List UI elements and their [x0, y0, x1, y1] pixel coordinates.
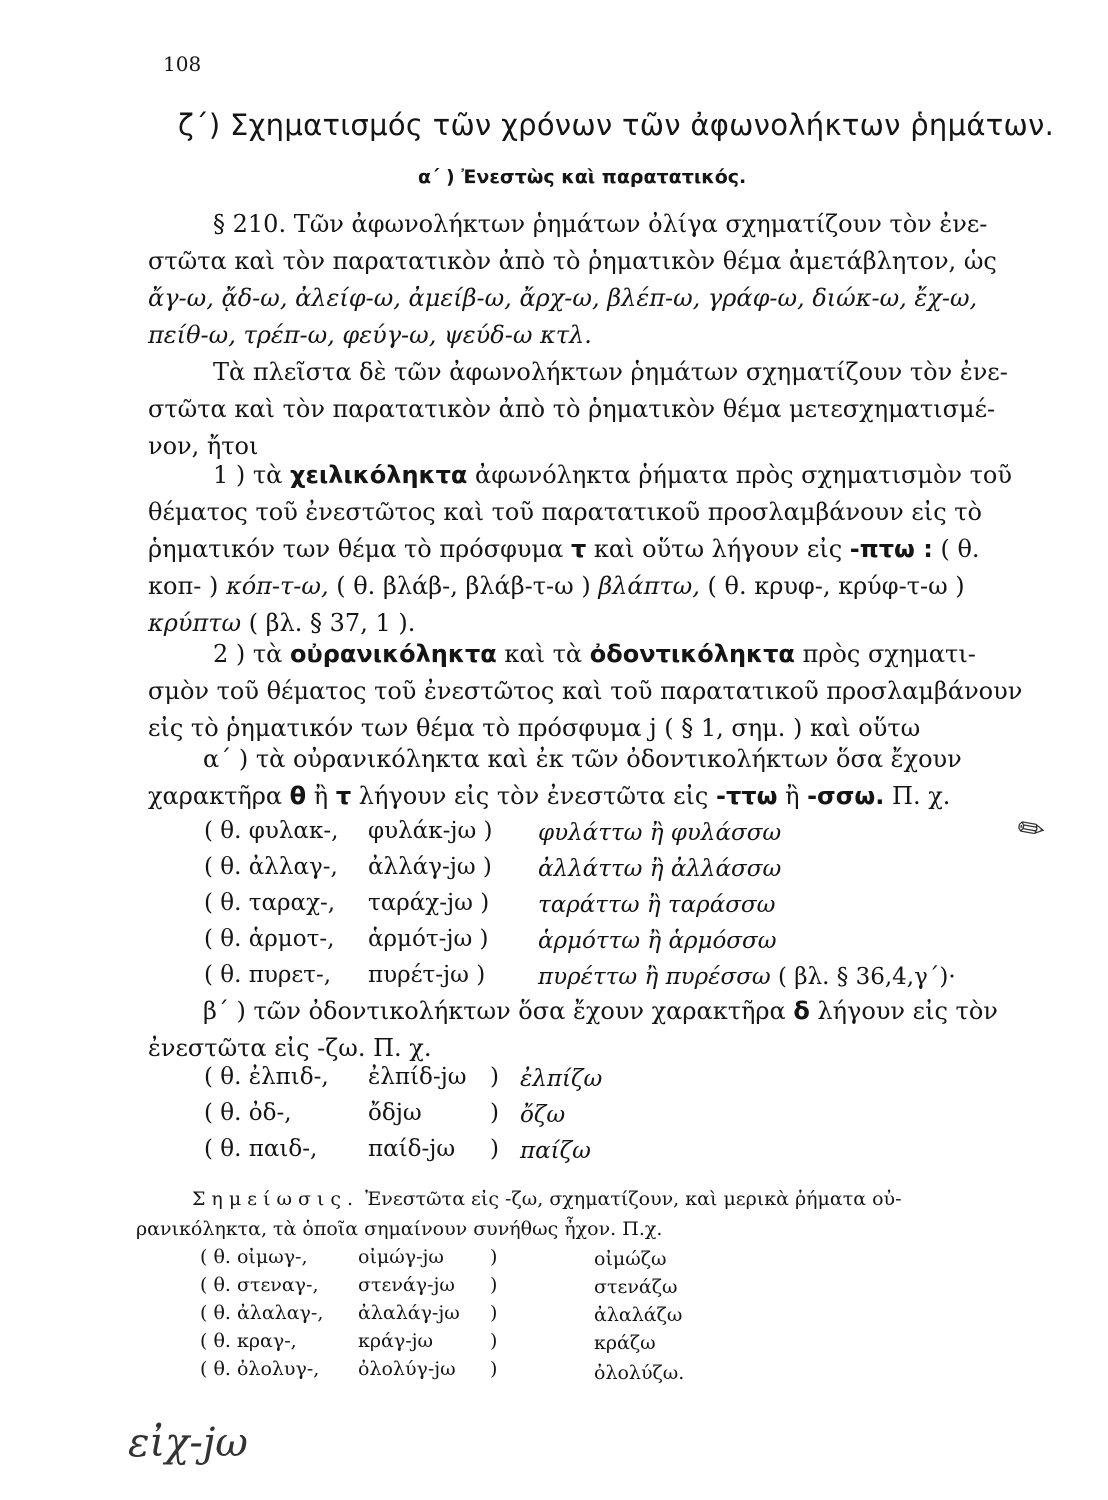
example-result: φυλάττω ἢ φυλάσσω	[538, 820, 782, 846]
text-line: β΄ ) τῶν ὀδοντικολήκτων ὅσα ἔχουν χαρακτῆρα δ λήγουν εἰς τὸν	[203, 997, 998, 1025]
example-stem: ( θ. στεναγ-,	[200, 1274, 319, 1296]
example-form: οἰμώγ-jω	[358, 1246, 444, 1268]
example-result: ἐλπίζω	[520, 1066, 603, 1092]
example-form: ὄδjω	[368, 1100, 422, 1126]
example-result: ἀλαλάζω	[594, 1304, 683, 1326]
text-line: 1 ) τὰ χειλικόληκτα ἀφωνόληκτα ῥήματα πρὸς σχηματισμὸν τοῦ	[213, 461, 1012, 489]
text-line: 2 ) τὰ οὐρανικόληκτα καὶ τὰ ὀδοντικόληκτα πρὸς σχηματι-	[213, 640, 976, 668]
example-result: κράζω	[594, 1332, 656, 1354]
note-label: Σημείωσις.	[192, 1188, 360, 1210]
note-line: Σημείωσις. Ἐνεστῶτα εἰς -ζω, σχηματίζουν, καὶ μερικὰ ῥήματα οὐ-	[192, 1188, 902, 1210]
example-stem: ( θ. ἀλλαγ-,	[204, 854, 338, 880]
example-close: )	[490, 1274, 498, 1296]
example-close: )	[490, 1358, 498, 1380]
text-line: ἐνεστῶτα εἰς -ζω. Π. χ.	[148, 1034, 432, 1062]
text-line: νον, ἤτοι	[148, 432, 259, 460]
example-form: στενάγ-jω	[358, 1274, 455, 1296]
text-line: σμὸν τοῦ θέματος τοῦ ἐνεστῶτος καὶ τοῦ παρατατικοῦ προσλαμβάνουν	[148, 677, 1023, 705]
example-stem: ( θ. κραγ-,	[200, 1330, 297, 1352]
term-labials: χειλικόληκτα	[290, 461, 468, 489]
example-form: ἀλαλάγ-jω	[358, 1302, 460, 1324]
text-line: κρύπτω ( βλ. § 37, 1 ).	[148, 609, 416, 637]
example-close: )	[490, 1302, 498, 1324]
example-result: ἀλλάττω ἢ ἀλλάσσω	[538, 856, 782, 882]
page-number: 108	[163, 52, 202, 76]
example-close: )	[490, 1100, 499, 1126]
handwritten-note: εἰχ-jω	[128, 1420, 248, 1466]
term-dentals: ὀδοντικόληκτα	[589, 640, 795, 668]
example-result: ταράττω ἢ ταράσσω	[538, 892, 776, 918]
text-line: ῥηματικόν των θέμα τὸ πρόσφυμα τ καὶ οὕτω λήγουν εἰς -πτω : ( θ.	[148, 535, 980, 563]
example-stem: ( θ. ὀλολυγ-,	[200, 1358, 320, 1380]
example-form: ἐλπίδ-jω	[368, 1064, 467, 1090]
example-stem: ( θ. φυλακ-,	[204, 818, 339, 844]
example-form: ἁρμότ-jω )	[368, 926, 489, 952]
example-stem: ( θ. παιδ-,	[204, 1136, 318, 1162]
example-close: )	[490, 1064, 499, 1090]
example-stem: ( θ. ὀδ-,	[204, 1100, 292, 1126]
paragraph-most-verbs	[148, 354, 1008, 465]
example-result: στενάζω	[594, 1276, 678, 1298]
text-line: εἰς τὸ ῥηματικόν των θέμα τὸ πρόσφυμα j ( § 1, σημ. ) καὶ οὕτω	[148, 714, 921, 742]
text-line: χαρακτῆρα θ ἢ τ λήγουν εἰς τὸν ἐνεστῶτα εἰς -ττω ἢ -σσω. Π. χ.	[148, 782, 951, 810]
example-result: ὄζω	[520, 1102, 566, 1128]
text-line: ἄγ-ω, ᾄδ-ω, ἀλείφ-ω, ἀμείβ-ω, ἄρχ-ω, βλέπ-ω, γράφ-ω, διώκ-ω, ἔχ-ω,	[148, 284, 978, 312]
text-line: § 210. Τῶν ἀφωνολήκτων ῥημάτων ὀλίγα σχηματίζουν τὸν ἐνε-	[213, 210, 988, 238]
paragraph-labials	[148, 457, 1012, 642]
example-form: ταράχ-jω )	[368, 890, 490, 916]
example-close: )	[490, 1136, 499, 1162]
example-result: ὀλολύζω.	[594, 1362, 685, 1384]
example-stem: ( θ. οἰμωγ-,	[200, 1246, 308, 1268]
note-line: ρανικόληκτα, τὰ ὁποῖα σημαίνουν συνήθως ἦχον. Π.χ.	[136, 1218, 663, 1240]
text-line: στῶτα καὶ τὸν παρατατικὸν ἀπὸ τὸ ῥηματικὸν θέμα ἀμετάβλητον, ὡς	[148, 247, 997, 275]
paragraph-210	[148, 206, 1000, 354]
text-line: α΄ ) τὰ οὐρανικόληκτα καὶ ἐκ τῶν ὀδοντικολήκτων ὅσα ἔχουν	[203, 745, 962, 773]
paragraph-subcase-a	[148, 741, 1000, 815]
example-stem: ( θ. ἁρμοτ-,	[204, 926, 335, 952]
example-form: ἀλλάγ-jω )	[368, 854, 492, 880]
example-stem: ( θ. ἀλαλαγ-,	[200, 1302, 324, 1324]
example-result: πυρέττω ἢ πυρέσσω ( βλ. § 36,4,γ΄)·	[538, 964, 956, 990]
example-stem: ( θ. ἐλπιδ-,	[204, 1064, 329, 1090]
subsection-title: α΄ ) Ἐνεστὼς καὶ παρατατικός.	[418, 166, 747, 188]
paragraph-palatals-dentals	[148, 636, 1023, 747]
example-stem: ( θ. ταραχ-,	[204, 890, 336, 916]
pencil-mark-icon: ✎	[1009, 805, 1054, 853]
example-result: παίζω	[520, 1138, 591, 1164]
example-form: φυλάκ-jω )	[368, 818, 493, 844]
section-title: ζ΄) Σχηματισμός τῶν χρόνων τῶν ἀφωνολήκτων ῥημάτων.	[178, 108, 1055, 142]
example-close: )	[490, 1246, 498, 1268]
example-form: παίδ-jω	[368, 1136, 456, 1162]
text-line: στῶτα καὶ τὸν παρατατικὸν ἀπὸ τὸ ῥηματικὸν θέμα μετεσχηματισμέ-	[148, 395, 996, 423]
example-form: πυρέτ-jω )	[368, 962, 486, 988]
example-form: κράγ-jω	[358, 1330, 434, 1352]
paragraph-subcase-b	[148, 993, 1000, 1067]
example-form: ὀλολύγ-jω	[358, 1358, 456, 1380]
text-line: θέματος τοῦ ἐνεστῶτος καὶ τοῦ παρατατικοῦ προσλαμβάνουν εἰς τὸ	[148, 498, 982, 526]
text-line: κοπ- ) κόπ-τ-ω, ( θ. βλάβ-, βλάβ-τ-ω ) βλάπτω, ( θ. κρυφ-, κρύφ-τ-ω )	[148, 572, 965, 600]
example-stem: ( θ. πυρετ-,	[204, 962, 332, 988]
text-line: Τὰ πλεῖστα δὲ τῶν ἀφωνολήκτων ῥημάτων σχηματίζουν τὸν ἐνε-	[213, 358, 1008, 386]
example-result: ἁρμόττω ἢ ἁρμόσσω	[538, 928, 777, 954]
example-result: οἰμώζω	[594, 1248, 667, 1270]
term-palatals: οὐρανικόληκτα	[290, 640, 497, 668]
text-line: πείθ-ω, τρέπ-ω, φεύγ-ω, ψεύδ-ω κτλ.	[148, 321, 592, 349]
example-close: )	[490, 1330, 498, 1352]
